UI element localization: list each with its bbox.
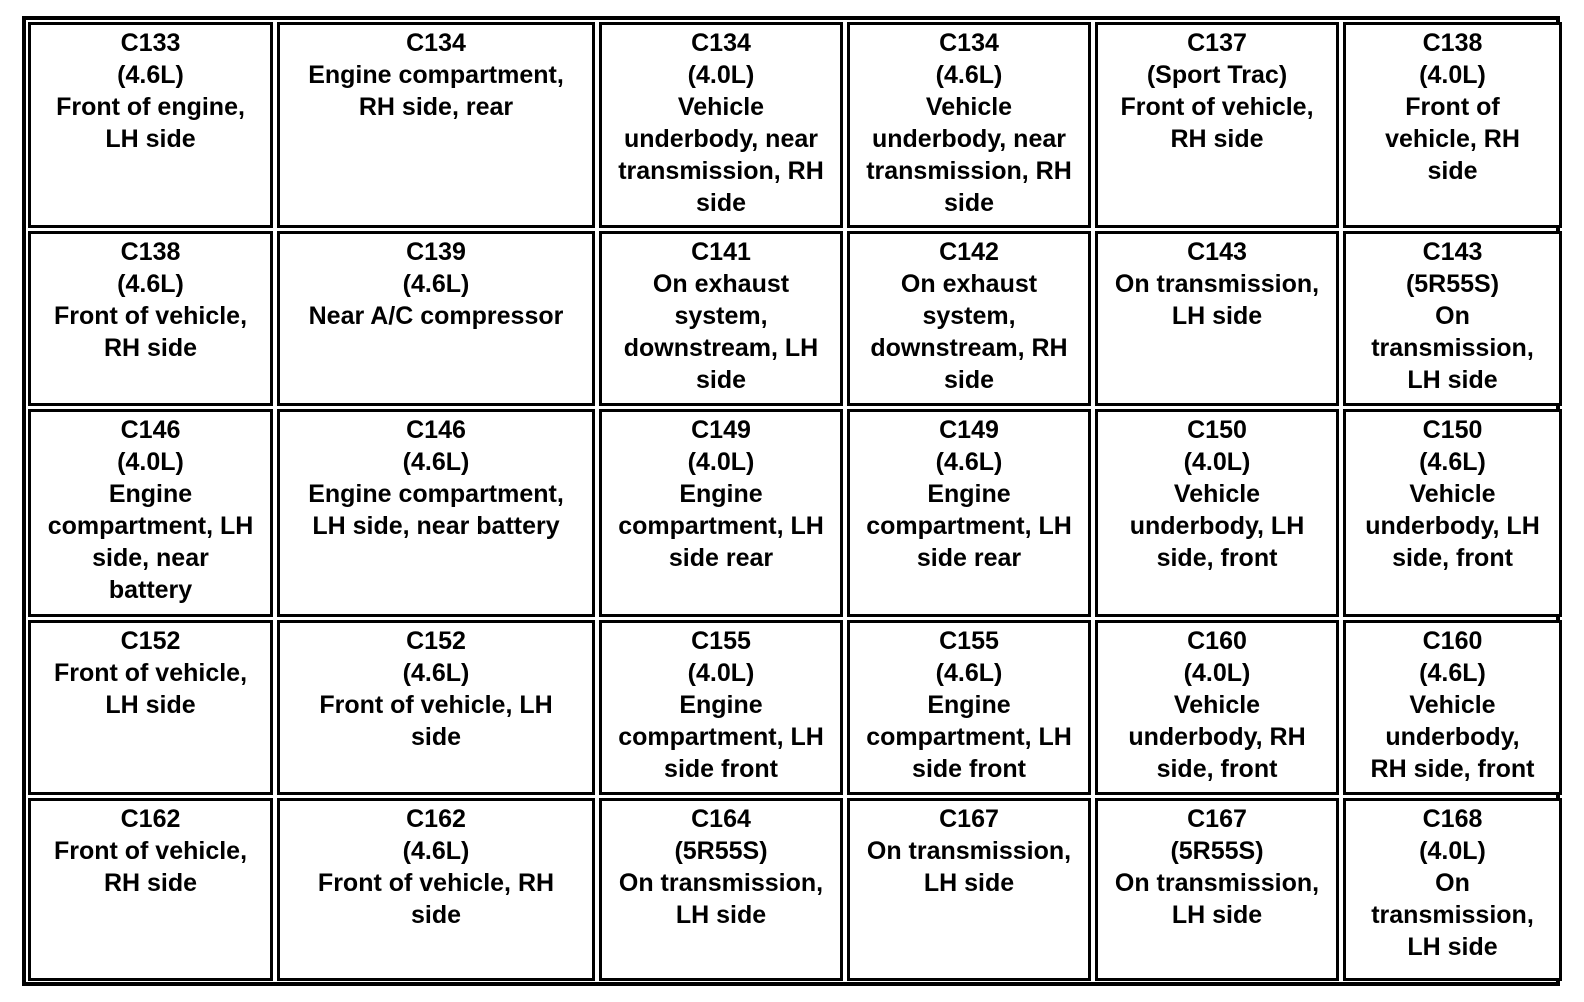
connector-location-line: LH side (105, 125, 196, 153)
connector-cell (599, 231, 843, 406)
connector-location-line: Front of vehicle, (53, 837, 248, 865)
connector-location-line: Engine (927, 480, 1011, 508)
connector-cell (277, 22, 595, 228)
connector-location-line: (4.6L) (117, 270, 184, 298)
connector-location-line: compartment, LH (866, 723, 1072, 751)
connector-location-line: underbody, near (871, 125, 1066, 153)
connector-id: C138 (1422, 29, 1483, 57)
connector-location-line: (4.0L) (1183, 659, 1251, 687)
connector-id: C167 (1187, 805, 1247, 833)
connector-cell (847, 798, 1091, 981)
connector-location-line: (5R55S) (1405, 270, 1500, 298)
connector-location-line: (4.0L) (687, 659, 755, 687)
connector-location-line: compartment, LH (618, 512, 824, 540)
connector-location-line: Front of vehicle, (1120, 93, 1314, 121)
connector-location-line: Engine compartment, (308, 480, 564, 508)
connector-cell (277, 409, 595, 617)
connector-cell (1095, 231, 1339, 406)
connector-location-line: (4.0L) (117, 448, 184, 476)
connector-location-line: compartment, LH (47, 512, 254, 540)
connector-cell (847, 620, 1091, 795)
connector-location-line: Engine (108, 480, 193, 508)
connector-location-line: Front of (1405, 93, 1500, 121)
connector-location-line: On transmission, (866, 837, 1072, 865)
connector-location-line: On transmission, (618, 869, 824, 897)
connector-location-line: Vehicle (1173, 480, 1261, 508)
connector-id: C137 (1187, 29, 1247, 57)
connector-id: C141 (691, 238, 751, 266)
connector-cell (277, 798, 595, 981)
connector-location-line: transmission, RH (866, 157, 1072, 185)
connector-location-line: side, front (1156, 755, 1278, 783)
connector-cell (1095, 22, 1339, 228)
connector-location-line: LH side (1171, 901, 1263, 929)
connector-id: C133 (120, 29, 181, 57)
connector-location-line: compartment, LH (618, 723, 824, 751)
connector-location-line: (5R55S) (1170, 837, 1264, 865)
connector-grid (28, 22, 1554, 980)
connector-location-line: Engine (927, 691, 1011, 719)
connector-location-line: (4.6L) (402, 270, 470, 298)
connector-location-line: (4.6L) (1419, 659, 1486, 687)
connector-location-line: (4.6L) (402, 659, 470, 687)
connector-location-line: LH side (675, 901, 767, 929)
connector-id: C160 (1187, 627, 1247, 655)
connector-location-line: RH side (103, 334, 198, 362)
connector-location-line: Vehicle (1173, 691, 1261, 719)
connector-location-line: LH side (1171, 302, 1263, 330)
connector-cell (277, 231, 595, 406)
connector-location-line: battery (108, 576, 193, 604)
connector-id: C142 (939, 238, 999, 266)
connector-location-line: side, front (1156, 544, 1278, 572)
connector-id: C162 (406, 805, 466, 833)
connector-id: C146 (120, 416, 181, 444)
connector-location-line: On transmission, (1114, 270, 1320, 298)
connector-location-line: side front (664, 755, 778, 783)
connector-location-line: side (695, 189, 747, 217)
connector-id: C167 (939, 805, 999, 833)
connector-location-line: (4.6L) (935, 659, 1003, 687)
connector-location-line: underbody, (1385, 723, 1520, 751)
connector-location-line: side (695, 366, 747, 394)
connector-cell (1095, 620, 1339, 795)
connector-id: C168 (1422, 805, 1483, 833)
connector-cell (1343, 231, 1562, 406)
connector-id: C149 (691, 416, 751, 444)
connector-location-line: (4.0L) (687, 61, 755, 89)
connector-location-line: (5R55S) (674, 837, 768, 865)
connector-location-line: Front of vehicle, RH (317, 869, 555, 897)
connector-location-line: (4.6L) (117, 61, 184, 89)
connector-id: C143 (1422, 238, 1483, 266)
connector-location-line: Engine (679, 480, 763, 508)
connector-location-line: side (943, 366, 995, 394)
connector-cell (28, 798, 273, 981)
connector-location-line: side rear (668, 544, 774, 572)
connector-location-line: system, (674, 302, 768, 330)
connector-location-line: side, front (1392, 544, 1513, 572)
connector-location-line: side (943, 189, 995, 217)
connector-location-line: Vehicle (925, 93, 1013, 121)
connector-id: C134 (939, 29, 999, 57)
connector-location-line: (4.6L) (402, 448, 470, 476)
connector-location-line: transmission, (1371, 901, 1534, 929)
connector-location-line: On transmission, (1114, 869, 1320, 897)
connector-cell (847, 409, 1091, 617)
connector-cell (599, 22, 843, 228)
connector-location-line: (4.0L) (687, 448, 755, 476)
connector-location-line: On (1435, 869, 1470, 897)
connector-cell (599, 620, 843, 795)
connector-id: C150 (1422, 416, 1483, 444)
connector-location-line: (4.6L) (1419, 448, 1486, 476)
connector-cell (847, 231, 1091, 406)
connector-location-line: On (1435, 302, 1470, 330)
connector-location-line: transmission, RH (618, 157, 824, 185)
connector-location-line: downstream, LH (623, 334, 819, 362)
connector-cell (599, 409, 843, 617)
connector-location-line: underbody, LH (1365, 512, 1540, 540)
connector-location-line: side rear (916, 544, 1022, 572)
connector-location-line: (Sport Trac) (1146, 61, 1288, 89)
connector-location-line: RH side, rear (358, 93, 514, 121)
connector-location-line: Front of engine, (56, 93, 245, 121)
connector-location-line: LH side (1407, 933, 1498, 961)
connector-id: C149 (939, 416, 999, 444)
connector-id: C155 (939, 627, 999, 655)
connector-location-line: underbody, LH (1129, 512, 1305, 540)
connector-id: C146 (406, 416, 466, 444)
connector-location-line: vehicle, RH (1385, 125, 1520, 153)
connector-location-table (22, 16, 1560, 986)
connector-location-line: side, near (92, 544, 209, 572)
connector-location-line: (4.0L) (1183, 448, 1251, 476)
connector-location-line: (4.0L) (1419, 837, 1486, 865)
connector-location-line: Vehicle (1409, 480, 1496, 508)
connector-location-line: (4.0L) (1419, 61, 1486, 89)
connector-cell (847, 22, 1091, 228)
connector-id: C160 (1422, 627, 1483, 655)
connector-id: C139 (406, 238, 466, 266)
connector-location-line: Engine compartment, (308, 61, 564, 89)
connector-location-line: On exhaust (652, 270, 790, 298)
connector-id: C143 (1187, 238, 1247, 266)
connector-location-line: Front of vehicle, (53, 659, 248, 687)
connector-cell (1343, 409, 1562, 617)
connector-location-line: On exhaust (900, 270, 1038, 298)
connector-location-line: Vehicle (677, 93, 765, 121)
connector-id: C164 (691, 805, 751, 833)
connector-id: C150 (1187, 416, 1247, 444)
connector-location-line: RH side (1170, 125, 1264, 153)
connector-location-line: Front of vehicle, LH (319, 691, 553, 719)
connector-location-line: LH side, near battery (312, 512, 560, 540)
connector-location-line: Engine (679, 691, 763, 719)
connector-cell (1343, 22, 1562, 228)
connector-id: C134 (691, 29, 751, 57)
connector-cell (1095, 798, 1339, 981)
connector-location-line: (4.6L) (935, 448, 1003, 476)
connector-location-line: transmission, (1371, 334, 1534, 362)
connector-cell (1343, 798, 1562, 981)
connector-location-line: side (410, 723, 462, 751)
connector-id: C134 (406, 29, 466, 57)
connector-location-line: Front of vehicle, (53, 302, 248, 330)
connector-location-line: side (410, 901, 462, 929)
connector-location-line: RH side (103, 869, 198, 897)
connector-location-line: Near A/C compressor (308, 302, 564, 330)
connector-location-line: side (1427, 157, 1478, 185)
connector-cell (28, 22, 273, 228)
connector-location-line: downstream, RH (870, 334, 1068, 362)
connector-location-line: LH side (1407, 366, 1498, 394)
connector-location-line: (4.6L) (402, 837, 470, 865)
connector-location-line: (4.6L) (935, 61, 1003, 89)
connector-id: C138 (120, 238, 181, 266)
connector-id: C155 (691, 627, 751, 655)
connector-id: C152 (406, 627, 466, 655)
connector-location-line: LH side (923, 869, 1015, 897)
connector-location-line: RH side, front (1370, 755, 1535, 783)
connector-location-line: compartment, LH (866, 512, 1072, 540)
connector-id: C162 (120, 805, 181, 833)
connector-location-line: underbody, RH (1128, 723, 1306, 751)
connector-location-line: system, (922, 302, 1016, 330)
connector-location-line: LH side (105, 691, 196, 719)
connector-location-line: side front (912, 755, 1026, 783)
connector-cell (277, 620, 595, 795)
connector-location-line: underbody, near (623, 125, 818, 153)
connector-cell (1343, 620, 1562, 795)
connector-cell (28, 409, 273, 617)
connector-cell (599, 798, 843, 981)
connector-cell (28, 620, 273, 795)
connector-location-line: Vehicle (1409, 691, 1496, 719)
connector-id: C152 (120, 627, 181, 655)
connector-cell (28, 231, 273, 406)
connector-cell (1095, 409, 1339, 617)
